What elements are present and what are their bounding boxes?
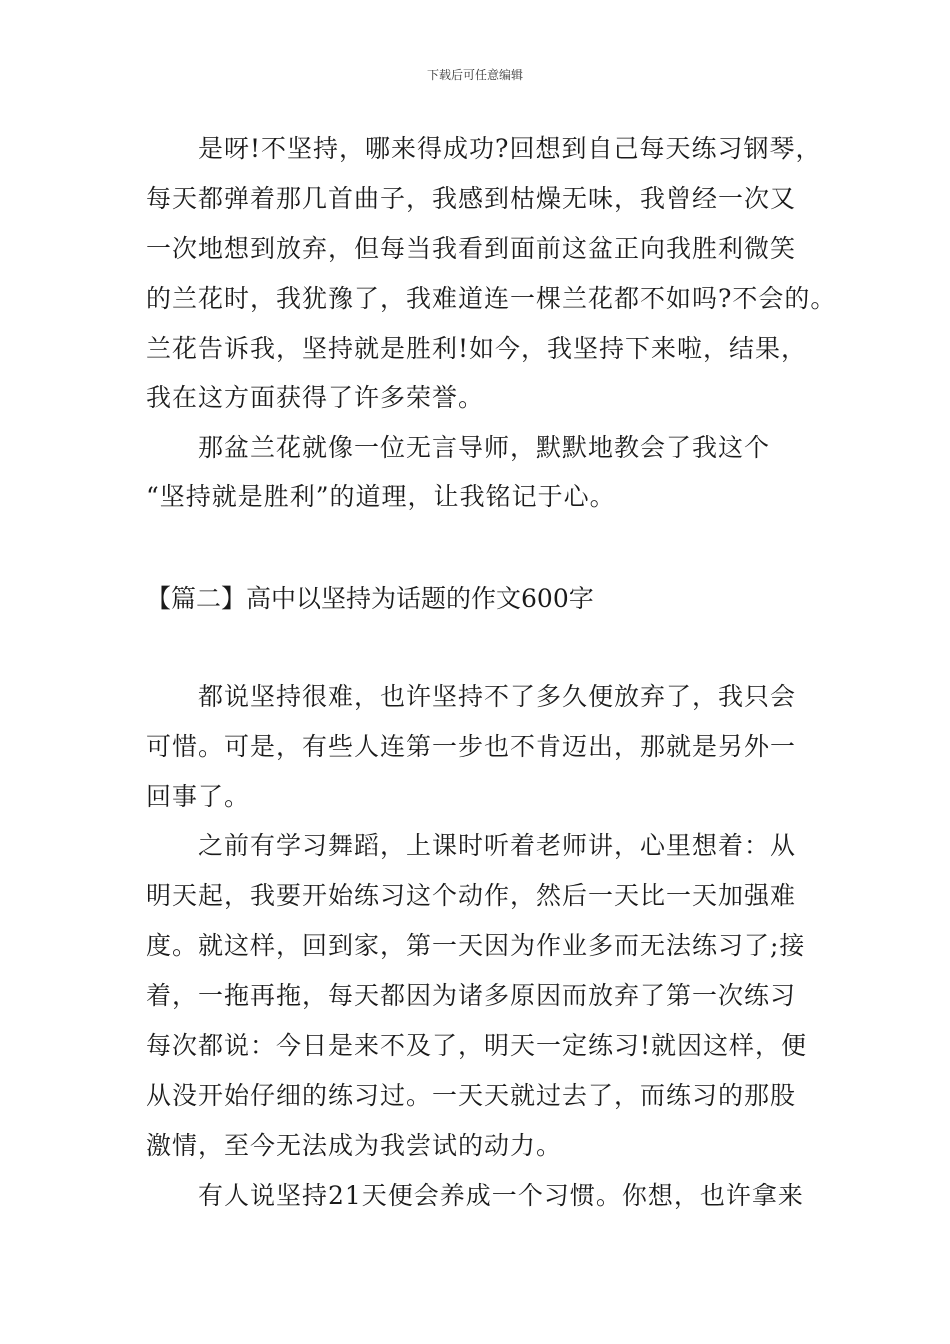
paragraph-line: 明天起，我要开始练习这个动作，然后一天比一天加强难	[146, 881, 797, 910]
paragraph-line: 从没开始仔细的练习过。一天天就过去了，而练习的那股	[146, 1081, 797, 1110]
paragraph-line: 有人说坚持21天便会养成一个习惯。你想，也许拿来	[198, 1181, 804, 1210]
paragraph-line: 回事了。	[146, 782, 251, 811]
paragraph-line: 是呀!不坚持，哪来得成功?回想到自己每天练习钢琴，	[198, 134, 822, 163]
paragraph-line: 度。就这样，回到家，第一天因为作业多而无法练习了;接	[146, 931, 806, 960]
paragraph-line: 激情，至今无法成为我尝试的动力。	[146, 1131, 563, 1160]
paragraph-line: “坚持就是胜利”的道理，让我铭记于心。	[146, 482, 616, 511]
paragraph-line: 着，一拖再拖，每天都因为诸多原因而放弃了第一次练习	[146, 981, 797, 1010]
paragraph-line: 兰花告诉我，坚持就是胜利!如今，我坚持下来啦，结果，	[146, 334, 808, 363]
section-heading: 【篇二】高中以坚持为话题的作文600字	[146, 584, 594, 613]
page-header: 下载后可任意编辑	[426, 68, 523, 82]
paragraph-line: 可惜。可是，有些人连第一步也不肯迈出，那就是另外一	[146, 732, 797, 761]
paragraph-line: 一次地想到放弃，但每当我看到面前这盆正向我胜利微笑	[146, 234, 797, 263]
paragraph-line: 那盆兰花就像一位无言导师，默默地教会了我这个	[198, 433, 771, 462]
paragraph-line: 每次都说：今日是来不及了，明天一定练习!就因这样，便	[146, 1031, 808, 1060]
paragraph-line: 都说坚持很难，也许坚持不了多久便放弃了，我只会	[198, 682, 797, 711]
paragraph-line: 之前有学习舞蹈，上课时听着老师讲，心里想着：从	[198, 831, 797, 860]
paragraph-line: 每天都弹着那几首曲子，我感到枯燥无味，我曾经一次又	[146, 184, 797, 213]
paragraph-line: 的兰花时，我犹豫了，我难道连一棵兰花都不如吗?不会的。	[146, 284, 837, 313]
paragraph-line: 我在这方面获得了许多荣誉。	[146, 383, 485, 412]
